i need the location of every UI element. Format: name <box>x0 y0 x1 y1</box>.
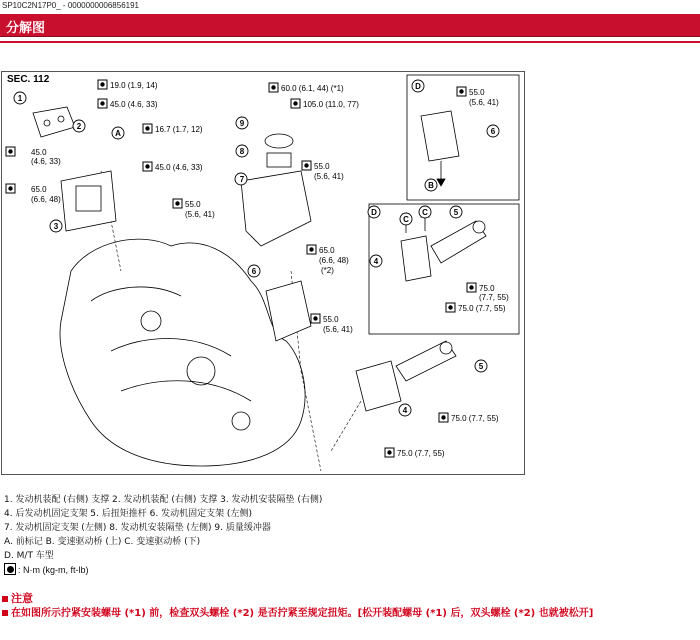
caution-text <box>2 604 593 619</box>
section-label: SEC. 112 <box>7 74 50 85</box>
torque-icon <box>4 563 16 575</box>
leader-lines <box>101 171 361 471</box>
torque-19: 19.0 (1.9, 14) <box>110 81 158 90</box>
callout-5b: 5 <box>478 362 484 371</box>
title-divider <box>0 41 700 43</box>
exploded-view-diagram <box>1 71 523 473</box>
part-6-bracket <box>266 281 311 341</box>
caution-body: 在如图所示拧紧安装螺母 (*1) 前，检查双头螺栓 (*2) 是否拧紧至规定扭矩。[松开装配螺母 (*1) 后，双头螺栓 (*2) 也就被松开] <box>11 608 594 619</box>
torque-65-b3: (*2) <box>321 266 334 275</box>
callout-3: 3 <box>53 222 59 231</box>
part-4-5-lower <box>356 341 456 411</box>
torque-75-a1: 75.0 <box>479 284 495 293</box>
torque-65-b2: (6.6, 48) <box>319 256 349 265</box>
torque-65-a1: 65.0 <box>31 185 47 194</box>
document-id: SP10C2N17P0_ - 0000000006856191 <box>2 1 140 10</box>
torque-unit-note: : N·m (kg-m, ft-lb) <box>18 565 89 575</box>
caution-bullet-icon <box>2 610 8 616</box>
callout-1: 1 <box>17 94 23 103</box>
torque-55-a2: (5.6, 41) <box>314 172 344 181</box>
torque-60: 60.0 (6.1, 44) (*1) <box>281 84 344 93</box>
callout-6: 6 <box>490 127 496 136</box>
legend-line-2: 4. 后发动机固定支架 5. 后扭矩推杆 6. 发动机固定支架 (左侧) <box>4 509 252 519</box>
torque-75-d: 75.0 (7.7, 55) <box>397 449 445 458</box>
legend-line-5: D. M/T 车型 <box>4 551 54 561</box>
part-3-insulator <box>61 171 116 231</box>
part-1-mount <box>33 107 75 137</box>
torque-65-a2: (6.6, 48) <box>31 195 61 204</box>
legend-line-4: A. 前标记 B. 变速驱动桥 (上) C. 变速驱动桥 (下) <box>4 537 201 547</box>
callout-6b: 6 <box>251 267 257 276</box>
callout-4: 4 <box>373 257 379 266</box>
legend-line-3: 7. 发动机固定支架 (左侧) 8. 发动机安装隔垫 (左侧) 9. 质量缓冲器 <box>4 523 271 533</box>
legend-line-1: 1. 发动机装配 (右侧) 支撑 2. 发动机装配 (右侧) 支撑 3. 发动机安装隔垫 (右侧) <box>4 495 323 505</box>
torque-75-c: 75.0 (7.7, 55) <box>451 414 499 423</box>
callout-9: 9 <box>239 119 245 128</box>
callout-7: 7 <box>239 175 245 184</box>
caution-icon <box>2 596 8 602</box>
torque-65-b1: 65.0 <box>319 246 335 255</box>
torque-55-a1: 55.0 <box>314 162 330 171</box>
callout-a: A <box>115 129 121 138</box>
callout-4b: 4 <box>402 406 408 415</box>
page-title: 分解图 <box>6 21 46 36</box>
callout-8: 8 <box>239 147 245 156</box>
torque-55-b1: 55.0 <box>185 200 201 209</box>
callout-d-top: D <box>415 82 421 91</box>
torque-105: 105.0 (11.0, 77) <box>303 100 359 109</box>
torque-45-a: 45.0 (4.6, 33) <box>110 100 158 109</box>
torque-55-d2: (5.6, 41) <box>469 98 499 107</box>
callout-b: B <box>428 181 434 190</box>
callout-5: 5 <box>453 208 459 217</box>
torque-55-b2: (5.6, 41) <box>185 210 215 219</box>
torque-45-b2: (4.6, 33) <box>31 157 61 166</box>
torque-55-c2: (5.6, 41) <box>323 325 353 334</box>
callout-c1: C <box>403 215 409 224</box>
torque-55-c1: 55.0 <box>323 315 339 324</box>
part-7-bracket <box>241 134 311 246</box>
torque-75-b: 75.0 (7.7, 55) <box>458 304 506 313</box>
callout-c2: C <box>422 208 428 217</box>
callout-2: 2 <box>76 122 82 131</box>
title-bar <box>0 14 700 37</box>
torque-45-c: 45.0 (4.6, 33) <box>155 163 203 172</box>
inset-d-bottom <box>369 204 519 334</box>
callout-d-bottom: D <box>371 208 377 217</box>
torque-55-d1: 55.0 <box>469 88 485 97</box>
torque-45-b1: 45.0 <box>31 148 47 157</box>
engine-block <box>60 239 305 466</box>
caution-heading-text: 注意 <box>11 592 33 605</box>
torque-75-a2: (7.7, 55) <box>479 293 509 302</box>
torque-16-7: 16.7 (1.7, 12) <box>155 125 203 134</box>
